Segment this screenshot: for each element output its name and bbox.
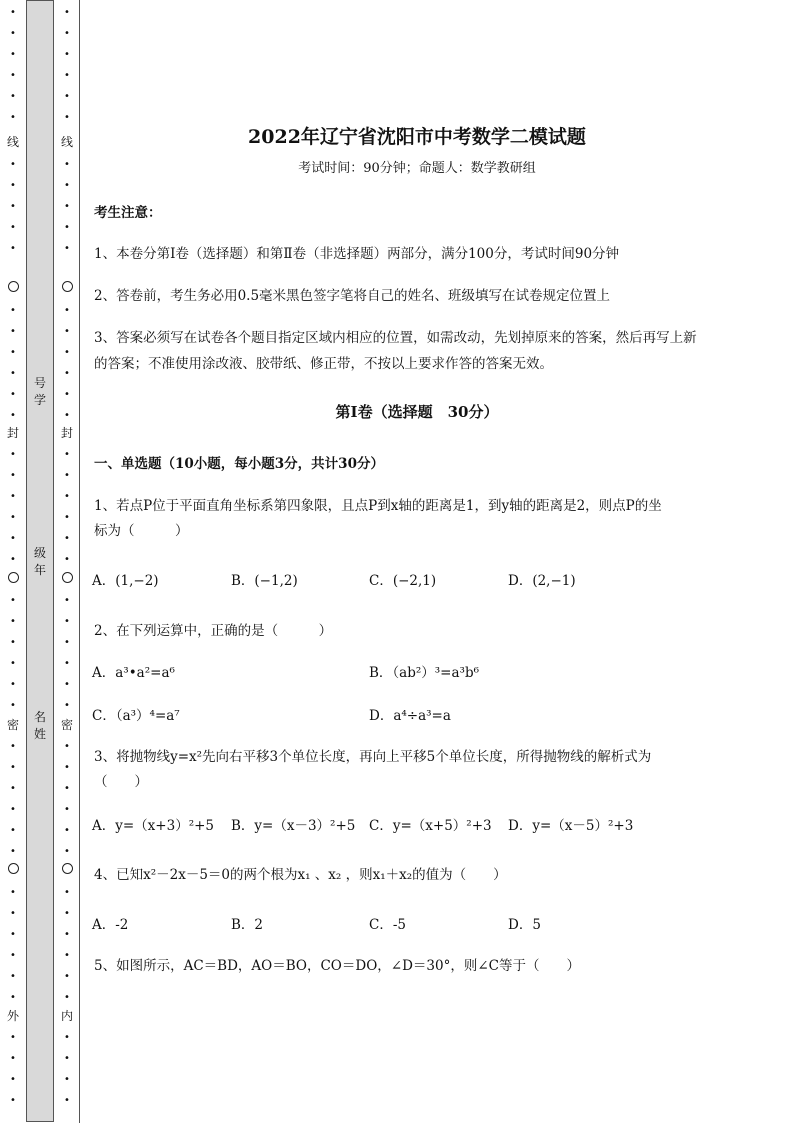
field-label-grade: 级 年 xyxy=(33,546,46,577)
dotted-line: • • • • • • xyxy=(64,7,70,123)
field-label-name: 名 姓 xyxy=(33,710,46,741)
dotted-line: • • • • • • xyxy=(10,595,16,711)
notice-heading: 考生注意： xyxy=(94,205,162,221)
dotted-line: • • • • • • xyxy=(64,595,70,711)
question-4-option-c: C．-5 xyxy=(369,917,406,933)
seal-char-line: 线 xyxy=(6,135,19,149)
circle-mark xyxy=(62,281,73,292)
seal-char-line: 线 xyxy=(60,135,73,149)
question-4-option-b: B．2 xyxy=(231,917,264,933)
question-1-stem: 1、若点P位于平面直角坐标系第四象限，且点P到x轴的距离是1，到y轴的距离是2，则点P的坐 xyxy=(94,498,662,514)
seal-char-seal: 封 xyxy=(6,426,19,440)
question-1-option-c: C．(−2,1) xyxy=(369,573,437,589)
seal-char-outer: 外 xyxy=(6,1009,19,1023)
question-1-option-d: D．(2,−1) xyxy=(508,573,576,589)
section-title: 第I卷（选择题 30分） xyxy=(335,403,499,421)
dotted-line: • • • • • • xyxy=(10,887,16,1003)
question-4-stem: 4、已知x²－2x－5＝0的两个根为x₁ 、x₂ ，则x₁＋x₂的值为（ ） xyxy=(94,867,507,883)
question-2-option-b: B．（ab²）³=a³b⁶ xyxy=(369,665,480,681)
dotted-line: • • • • • • xyxy=(64,887,70,1003)
question-5-stem: 5、如图所示，AC＝BD，AO＝BO，CO＝DO，∠D＝30°，则∠C等于（ ） xyxy=(94,958,580,974)
dotted-line: • • • • • • xyxy=(10,741,16,857)
seal-char-inner: 内 xyxy=(60,1009,73,1023)
dotted-line: • • • • xyxy=(10,1032,16,1106)
dotted-line: • • • • • • xyxy=(64,305,70,421)
dotted-line: • • • • • • xyxy=(64,741,70,857)
question-2-option-d: D．a⁴÷a³=a xyxy=(369,708,451,724)
notice-item-1: 1、本卷分第I卷（选择题）和第Ⅱ卷（非选择题）两部分，满分100分，考试时间90分钟 xyxy=(94,246,620,262)
dotted-line: • • • • • • xyxy=(10,449,16,565)
question-1-stem-cont: 标为（ ） xyxy=(94,523,189,539)
circle-mark xyxy=(8,572,19,583)
question-4-option-a: A．-2 xyxy=(92,917,129,933)
dotted-line: • • • • • xyxy=(10,159,16,254)
question-1-option-b: B．(−1,2) xyxy=(231,573,298,589)
question-2-stem: 2、在下列运算中，正确的是（ ） xyxy=(94,623,333,639)
circle-mark xyxy=(62,863,73,874)
question-3-stem-cont: （ ） xyxy=(94,774,148,790)
notice-item-3: 3、答案必须写在试卷各个题目指定区域内相应的位置，如需改动，先划掉原来的答案，然后再写上新 xyxy=(94,330,697,346)
dotted-line: • • • • • • xyxy=(10,7,16,123)
seal-char-secret: 密 xyxy=(60,718,73,732)
question-3-option-b: B．y=（x－3）²+5 xyxy=(231,818,356,834)
circle-mark xyxy=(8,863,19,874)
exam-subtitle: 考试时间：90分钟；命题人：数学教研组 xyxy=(298,161,536,176)
exam-title: 2022年辽宁省沈阳市中考数学二模试题 xyxy=(248,126,586,148)
question-2-option-a: A．a³•a²=a⁶ xyxy=(92,665,175,681)
question-1-option-a: A．(1,−2) xyxy=(92,573,159,589)
part-heading: 一、单选题（10小题，每小题3分，共计30分） xyxy=(94,456,384,472)
dotted-line: • • • • • • xyxy=(64,449,70,565)
field-label-student-number: 号 学 xyxy=(33,376,46,407)
question-3-option-a: A．y=（x+3）²+5 xyxy=(92,818,215,834)
seal-char-secret: 密 xyxy=(6,718,19,732)
question-3-option-c: C．y=（x+5）²+3 xyxy=(369,818,492,834)
dotted-line: • • • • xyxy=(64,1032,70,1106)
notice-item-3-cont: 的答案；不准使用涂改液、胶带纸、修正带，不按以上要求作答的答案无效。 xyxy=(94,356,553,372)
question-4-option-d: D．5 xyxy=(508,917,541,933)
circle-mark xyxy=(8,281,19,292)
seal-char-seal: 封 xyxy=(60,426,73,440)
question-3-option-d: D．y=（x－5）²+3 xyxy=(508,818,634,834)
circle-mark xyxy=(62,572,73,583)
dotted-line: • • • • • • xyxy=(10,305,16,421)
dotted-line: • • • • • xyxy=(64,159,70,254)
question-3-stem: 3、将抛物线y=x²先向右平移3个单位长度，再向上平移5个单位长度，所得抛物线的解析式为 xyxy=(94,749,652,765)
notice-item-2: 2、答卷前，考生务必用0.5毫米黑色签字笔将自己的姓名、班级填写在试卷规定位置上 xyxy=(94,288,611,304)
question-2-option-c: C．（a³）⁴=a⁷ xyxy=(92,708,180,724)
